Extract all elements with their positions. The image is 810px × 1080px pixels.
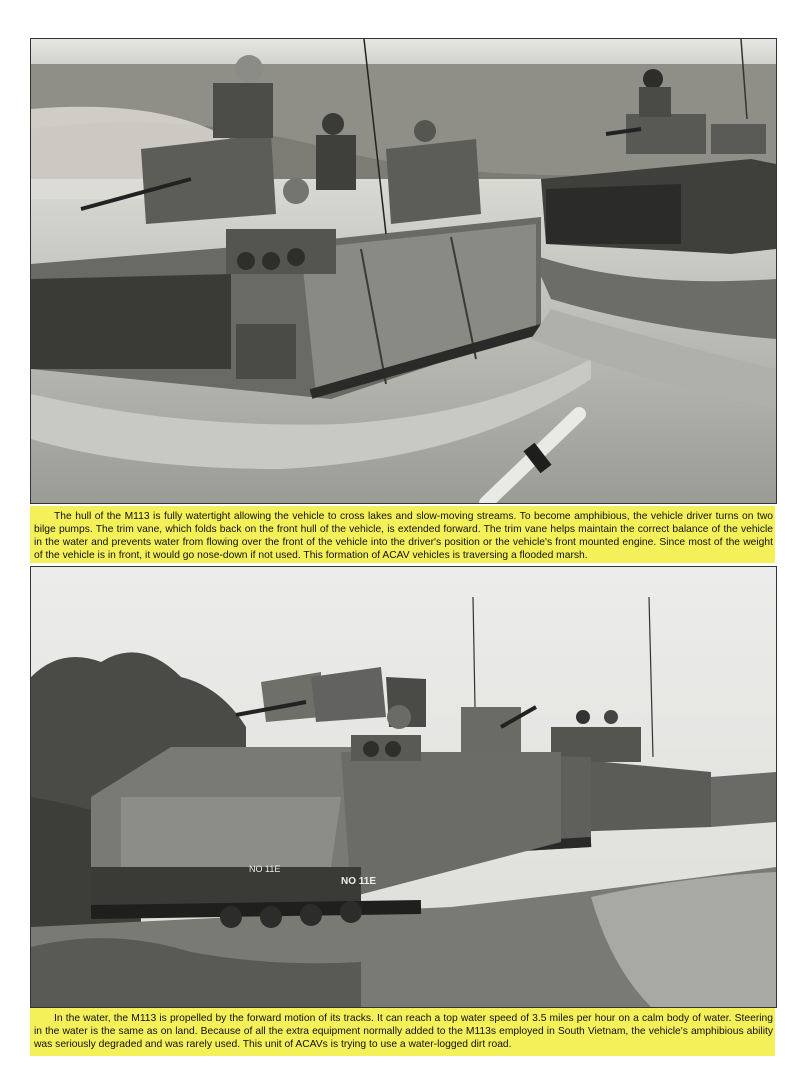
bottom-photo-caption [30,1008,775,1056]
hull-number-marking: NO 11E [341,876,377,887]
m113-marsh-crossing-photo [30,38,777,504]
bottom-caption-text: In the water, the M113 is propelled by the forward motion of its tracks. It can reach a top water speed of 3.5 miles per hour on a calm body of water. Steering in the water is the same as on land. Because of all the extra equipment normally added to the M113s employed in South Vietnam, the vehicle's amphibious ability was seriously degraded and was rarely used. This unit of ACAVs is trying to use a water-logged dirt road. [34,1013,773,1050]
top-caption-text: The hull of the M113 is fully watertight allowing the vehicle to cross lakes and slow-moving streams. To become amphibious, the vehicle driver turns on two bilge pumps. The trim vane, which folds back on the front hull of the vehicle, is extended forward. The trim vane helps maintain the correct balance of the vehicle in the water and prevents water from flowing over the front of the vehicle into the driver's position or the vehicle's front mounted engine. Since most of the weight of the vehicle is in front, it would go nose-down if not used. This formation of ACAV vehicles is traversing a flooded marsh. [34,511,773,561]
marsh-crossing-illustration [31,39,776,503]
m113-dirt-road-photo [30,566,777,1008]
hull-marking-left: NO 11E [249,864,281,874]
top-photo-caption [30,506,775,563]
dirt-road-illustration [31,567,776,1007]
